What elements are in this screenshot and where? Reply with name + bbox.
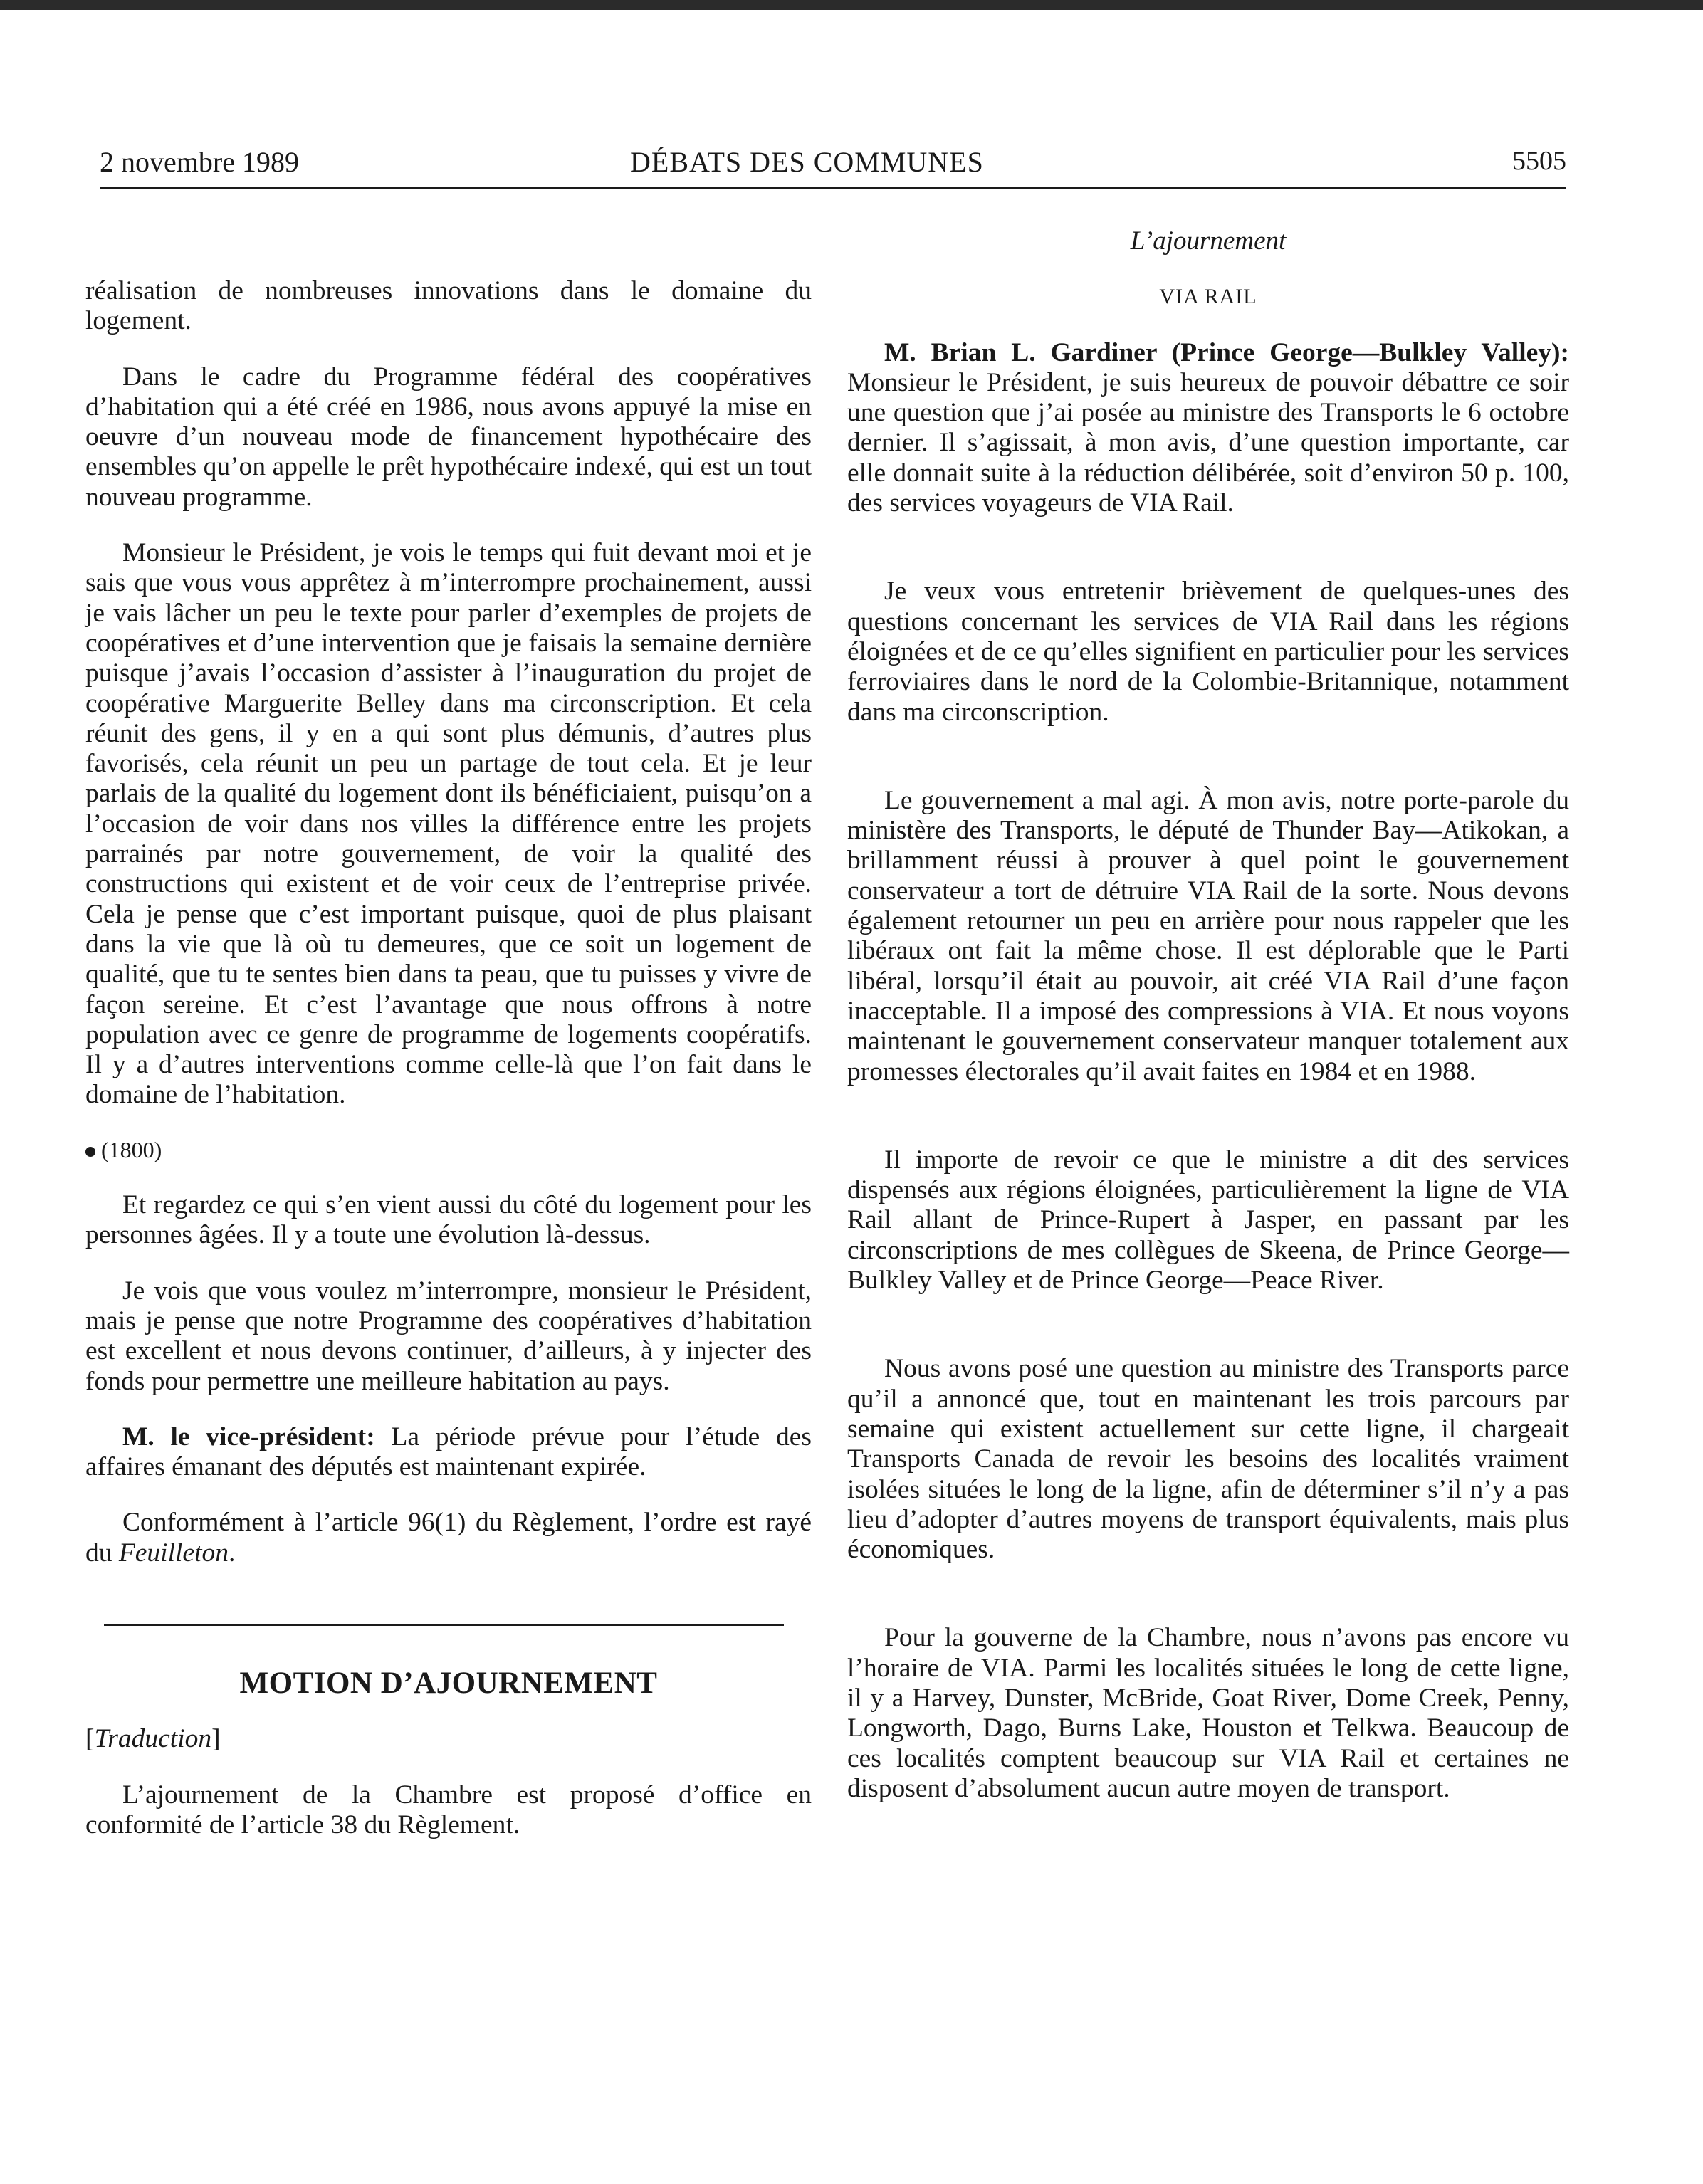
header-rule <box>100 187 1566 189</box>
section-title: MOTION D’AJOURNEMENT <box>239 1666 658 1700</box>
speaker-name: M. le vice-président: <box>122 1422 375 1451</box>
bracket-close: ] <box>211 1724 221 1754</box>
bullet-icon <box>85 1147 95 1157</box>
paragraph-text: Conformément à l’article 96(1) du Règlement, l’ordre est rayé du <box>85 1508 812 1568</box>
section-subheading: VIA RAIL <box>1159 285 1257 309</box>
header-date: 2 novembre 1989 <box>100 146 299 178</box>
left-column <box>85 276 812 1840</box>
paragraph: Je vois que vous voulez m’interrompre, monsieur le Président, mais je pense que notre Programme des coopératives d’habitation est excellent et nous devons continuer, d’ailleurs, à y injecter des fonds pour permettre une meilleure habitation au pays. <box>85 1276 812 1396</box>
scan-top-edge <box>0 0 1703 10</box>
paragraph: Le gouvernement a mal agi. À mon avis, notre porte-parole du ministère des Transports, le député de Thunder Bay—Atikokan, a brillamment réussi à prouver à quel point le gouvernement conservateur a tort de détruire VIA Rail de la sorte. Nous devons également retourner un peu en arrière pour nous rappeler que les libéraux ont fait la même chose. Il est déplorable que le Parti libéral, lorsqu’il était au pouvoir, ait créé VIA Rail d’une façon inacceptable. Il a imposé des compressions à VIA. Et nous voyons maintenant le gouvernement conservateur manquer totalement aux promesses électorales qu’il avait faites en 1984 et en 1988. <box>847 785 1569 1086</box>
speech-text: Monsieur le Président, je suis heureux de pouvoir débattre ce soir une question que j’ai posée au ministre des Transports le 6 octobre dernier. Il s’agissait, à mon avis, d’une question importante, car elle donnait suite à la réduction délibérée, soit d’environ 50 p. 100, des services voyageurs de VIA Rail. <box>847 367 1569 518</box>
paragraph: Il importe de revoir ce que le ministre a dit des services dispensés aux régions éloignées, particulièrement la ligne de VIA Rail allant de Prince-Rupert à Jasper, en passant par les circonscriptions de mes collègues de Skeena, de Prince George—Bulkley Valley et de Prince George—Peace River. <box>847 1145 1569 1296</box>
section-rule <box>104 1624 784 1626</box>
paragraph: L’ajournement de la Chambre est proposé d’office en conformité de l’article 38 du Règlement. <box>85 1780 812 1839</box>
time-marker-text: (1800) <box>101 1136 162 1162</box>
time-marker <box>85 1135 812 1165</box>
paragraph: Monsieur le Président, je vois le temps qui fuit devant moi et je sais que vous vous apprêtez à m’interrompre prochainement, aussi je vais lâcher un peu le texte pour parler d’exemples de projets de coopératives et d’une intervention que je faisais la semaine dernière puisque j’avais l’occasion d’assister à l’inauguration du projet de coopérative Marguerite Belley dans ma circonscription. Et cela réunit des gens, il y en a qui sont plus démunis, d’autres plus favorisés, cela réunit un peu un partage de tout cela. Et je leur parlais de la qualité du logement dont ils bénéficiaient, puisqu’on a l’occasion de voir dans nos villes la différence entre les projets parrainés par notre gouvernement, de voir la qualité des constructions qui existent et de voir ceux de l’entreprise privée. Cela je pense que c’est important puisque, quoi de plus plaisant dans la vie que là où tu demeures, que ce soit un logement de qualité, que tu te sentes bien dans ta peau, que tu puisses y vivre de façon sereine. Et c’est l’avantage que nous offrons à notre population avec ce genre de programme de logements coopératifs. Il y a d’autres interventions comme celle-là que l’on fait dans le domaine de l’habitation. <box>85 538 812 1110</box>
right-column <box>847 226 1569 1804</box>
paragraph: réalisation de nombreuses innovations dans le domaine du logement. <box>85 276 812 336</box>
page-number: 5505 <box>1512 146 1566 176</box>
paragraph-end: . <box>229 1538 236 1568</box>
paragraph: Pour la gouverne de la Chambre, nous n’avons pas encore vu l’horaire de VIA. Parmi les localités situées le long de cette ligne, il y a Harvey, Dunster, McBride, Goat River, Dome Creek, Penny, Longworth, Dago, Burns Lake, Houston et Telkwa. Beaucoup de ces localités comptent beaucoup sur VIA Rail et certaines ne disposent d’absolument aucun autre moyen de transport. <box>847 1623 1569 1803</box>
header-title: DÉBATS DES COMMUNES <box>630 146 984 178</box>
paragraph <box>85 1508 812 1568</box>
italic-term: Feuilleton <box>118 1538 229 1568</box>
translation-note <box>85 1724 812 1754</box>
paragraph <box>847 338 1569 519</box>
section-heading: L’ajournement <box>1130 226 1287 256</box>
paragraph: Je veux vous entretenir brièvement de quelques-unes des questions concernant les services de VIA Rail dans les régions éloignées et de ce qu’elles signifient en particulier pour les services ferroviaires dans le nord de la Colombie-Britannique, notamment dans ma circonscription. <box>847 577 1569 727</box>
paragraph: Et regardez ce qui s’en vient aussi du côté du logement pour les personnes âgées. Il y a toute une évolution là-dessus. <box>85 1190 812 1250</box>
paragraph <box>85 1422 812 1483</box>
translation-label: Traduction <box>94 1724 212 1754</box>
paragraph: Dans le cadre du Programme fédéral des coopératives d’habitation qui a été créé en 1986, nous avons appuyé la mise en oeuvre d’un nouveau mode de financement hypothécaire des ensembles qu’on appelle le prêt hypothécaire indexé, qui est un tout nouveau programme. <box>85 362 812 512</box>
bracket-open: [ <box>85 1724 95 1754</box>
speaker-name: M. Brian L. Gardiner (Prince George—Bulkley Valley): <box>884 337 1569 367</box>
speech-text: La période prévue pour l’étude des affaires émanant des députés est maintenant expirée. <box>85 1422 812 1482</box>
paragraph: Nous avons posé une question au ministre des Transports parce qu’il a annoncé que, tout en maintenant les trois parcours par semaine qui existent actuellement sur cette ligne, il chargeait Transports Canada de revoir les besoins des localités vraiment isolées situées le long de la ligne, afin de déterminer s’il n’y a pas lieu d’adopter d’autres moyens de transport équivalents, mais plus économiques. <box>847 1354 1569 1565</box>
page-header <box>100 141 1566 191</box>
